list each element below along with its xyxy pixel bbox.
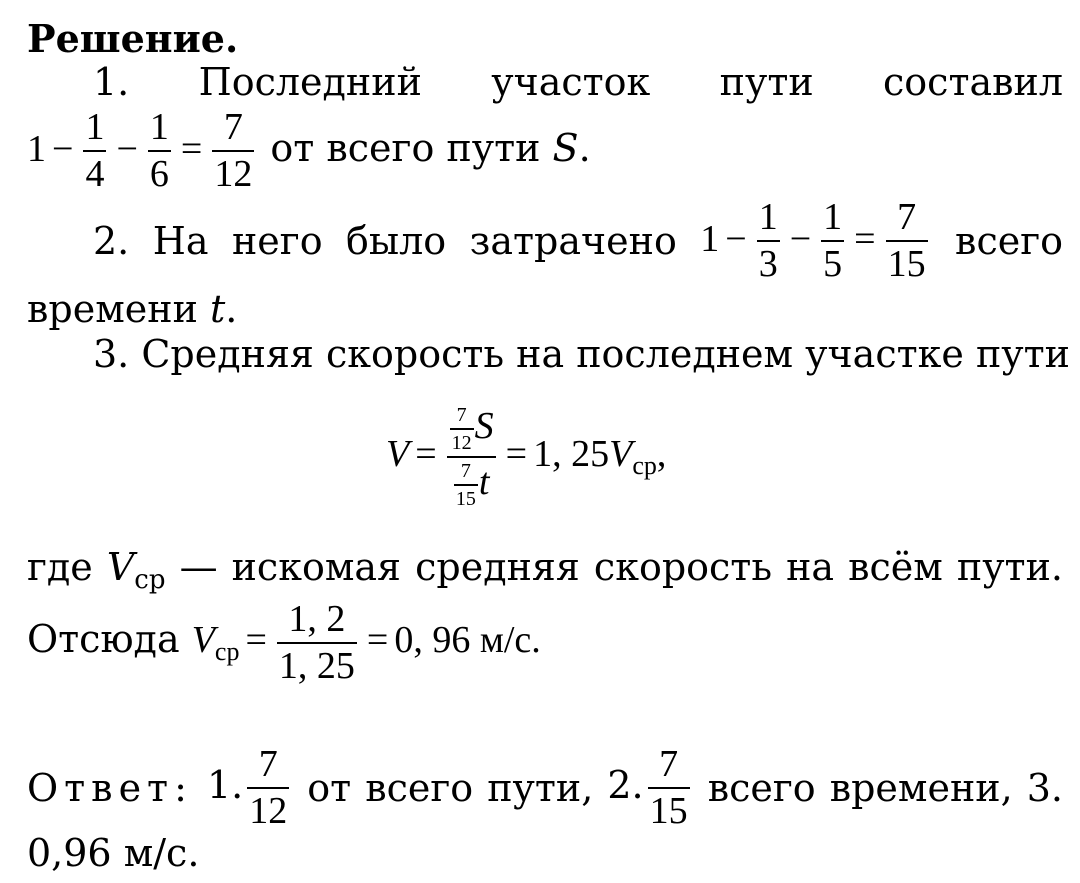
fraction-1-6 [148, 108, 171, 195]
number: 2. [607, 762, 644, 807]
fraction-1-3 [757, 198, 780, 285]
minus-sign: − [725, 217, 747, 260]
answer-label: Ответ: [27, 766, 193, 811]
unit: м/с. [479, 619, 541, 662]
word: всём [848, 545, 943, 589]
word: было [346, 219, 447, 264]
paragraph-2-line-1 [93, 198, 1063, 285]
fraction-bar [83, 150, 106, 152]
variable-t: t [210, 287, 226, 331]
word: пути [719, 60, 814, 104]
answer-part-2 [607, 745, 693, 832]
variable-v-sub [106, 545, 166, 595]
fraction-7-12 [247, 745, 289, 832]
word: Последний [198, 60, 422, 104]
fraction-bar [821, 240, 844, 242]
compound-denominator [451, 461, 492, 510]
paragraph-4-line-1 [27, 545, 1063, 595]
word: затрачено [469, 219, 677, 264]
fraction-bar [450, 428, 474, 430]
fraction-1-2-over-1-25 [277, 600, 357, 687]
numerator: 1 [149, 106, 169, 148]
denominator: 1, 25 [278, 644, 355, 687]
paragraph-2-line-2 [27, 287, 238, 331]
fraction-7-15 [648, 745, 690, 832]
compound-numerator [447, 405, 496, 454]
fraction-1-4 [83, 108, 106, 195]
denominator: 3 [758, 242, 778, 285]
variable-v: V [386, 433, 410, 476]
denominator: 4 [85, 152, 105, 195]
numerator: 7 [897, 196, 917, 238]
word: 3. [1026, 766, 1063, 811]
fraction-7-12 [212, 108, 254, 195]
answer-line-1 [27, 745, 1063, 832]
numerator: 1 [823, 196, 843, 238]
text: от всего пути [270, 125, 541, 170]
period: . [578, 125, 591, 170]
numerator: 7 [659, 743, 679, 785]
word: всего [365, 766, 474, 811]
denominator: 6 [149, 152, 169, 195]
result-value: 0, 96 [394, 619, 471, 662]
solution-heading: Решение. [27, 16, 239, 61]
denominator: 5 [823, 242, 843, 285]
numerator: 1, 2 [288, 598, 346, 640]
word: всего [955, 219, 1063, 264]
paragraph-4-line-2 [27, 600, 541, 687]
variable-v: V [106, 545, 135, 589]
word: участок [491, 60, 651, 104]
word: на [786, 545, 835, 589]
numerator: 7 [460, 460, 471, 482]
word: 1. [93, 60, 130, 104]
denominator: 12 [451, 432, 472, 454]
equals-sign: = [854, 217, 876, 260]
display-formula [386, 405, 666, 510]
numerator: 7 [258, 743, 278, 785]
variable-s: S [552, 125, 579, 170]
fraction-7-12-small [450, 405, 474, 454]
subscript: ср [214, 637, 240, 667]
compound-fraction [447, 405, 496, 510]
equals-sign: = [366, 619, 389, 662]
word: от [307, 766, 352, 811]
word: всего [707, 766, 816, 811]
numerator: 7 [223, 106, 243, 148]
math-one: 1 [27, 127, 46, 170]
fraction-1-5 [821, 198, 844, 285]
word: Отсюда [27, 617, 180, 662]
number: 1. [206, 762, 244, 807]
denominator: 15 [455, 488, 476, 510]
fraction-7-15 [886, 198, 928, 285]
equals-sign: = [180, 127, 203, 170]
fraction-bar [757, 240, 780, 242]
word: где [27, 545, 93, 589]
fraction-bar [454, 484, 478, 486]
math-one: 1 [700, 217, 720, 260]
variable-t: t [478, 461, 490, 504]
expression [700, 198, 931, 285]
numerator: 7 [456, 404, 467, 426]
numerator: 1 [85, 106, 105, 148]
equals-sign: = [505, 433, 528, 476]
variable-v: V [191, 619, 215, 662]
word: составил [883, 60, 1063, 104]
numerator: 1 [758, 196, 778, 238]
subscript: ср [134, 565, 166, 595]
fraction-bar [212, 150, 254, 152]
word: На [152, 219, 209, 264]
answer-line-2: 0,96 м/с. [27, 831, 200, 875]
fraction-bar [148, 150, 171, 152]
word: времени [27, 287, 198, 331]
expression [191, 598, 541, 687]
word: средняя [415, 545, 580, 589]
answer-part-1 [207, 745, 293, 832]
fraction-bar [886, 240, 928, 242]
subscript: ср [632, 451, 657, 481]
minus-sign: − [116, 127, 138, 170]
paragraph-1-line-2 [27, 108, 591, 195]
variable-s: S [474, 405, 494, 448]
word: 2. [93, 219, 130, 264]
fraction-bar [247, 787, 289, 789]
dash: — [179, 545, 218, 589]
denominator: 12 [249, 789, 288, 832]
paragraph-3-line: 3. Средняя скорость на последнем участке пути [93, 332, 1070, 376]
word: пути. [956, 545, 1063, 589]
equals-sign: = [245, 619, 267, 662]
period: . [225, 287, 238, 331]
comma: , [656, 433, 667, 476]
coefficient: 1, 25 [533, 433, 610, 476]
paragraph-1-line-1 [93, 60, 1063, 104]
word: искомая [231, 545, 402, 589]
equals-sign: = [415, 433, 437, 476]
denominator: 15 [887, 242, 926, 285]
fraction-bar [277, 642, 357, 644]
denominator: 15 [649, 789, 688, 832]
word: пути, [487, 766, 594, 811]
variable-v: V [609, 433, 633, 476]
fraction-bar [447, 456, 496, 458]
word: скорость [593, 545, 773, 589]
word: него [231, 219, 323, 264]
word: времени, [829, 766, 1013, 811]
denominator: 12 [214, 152, 253, 195]
fraction-bar [648, 787, 690, 789]
minus-sign: − [52, 127, 74, 170]
fraction-7-15-small [454, 461, 478, 510]
minus-sign: − [789, 217, 812, 260]
